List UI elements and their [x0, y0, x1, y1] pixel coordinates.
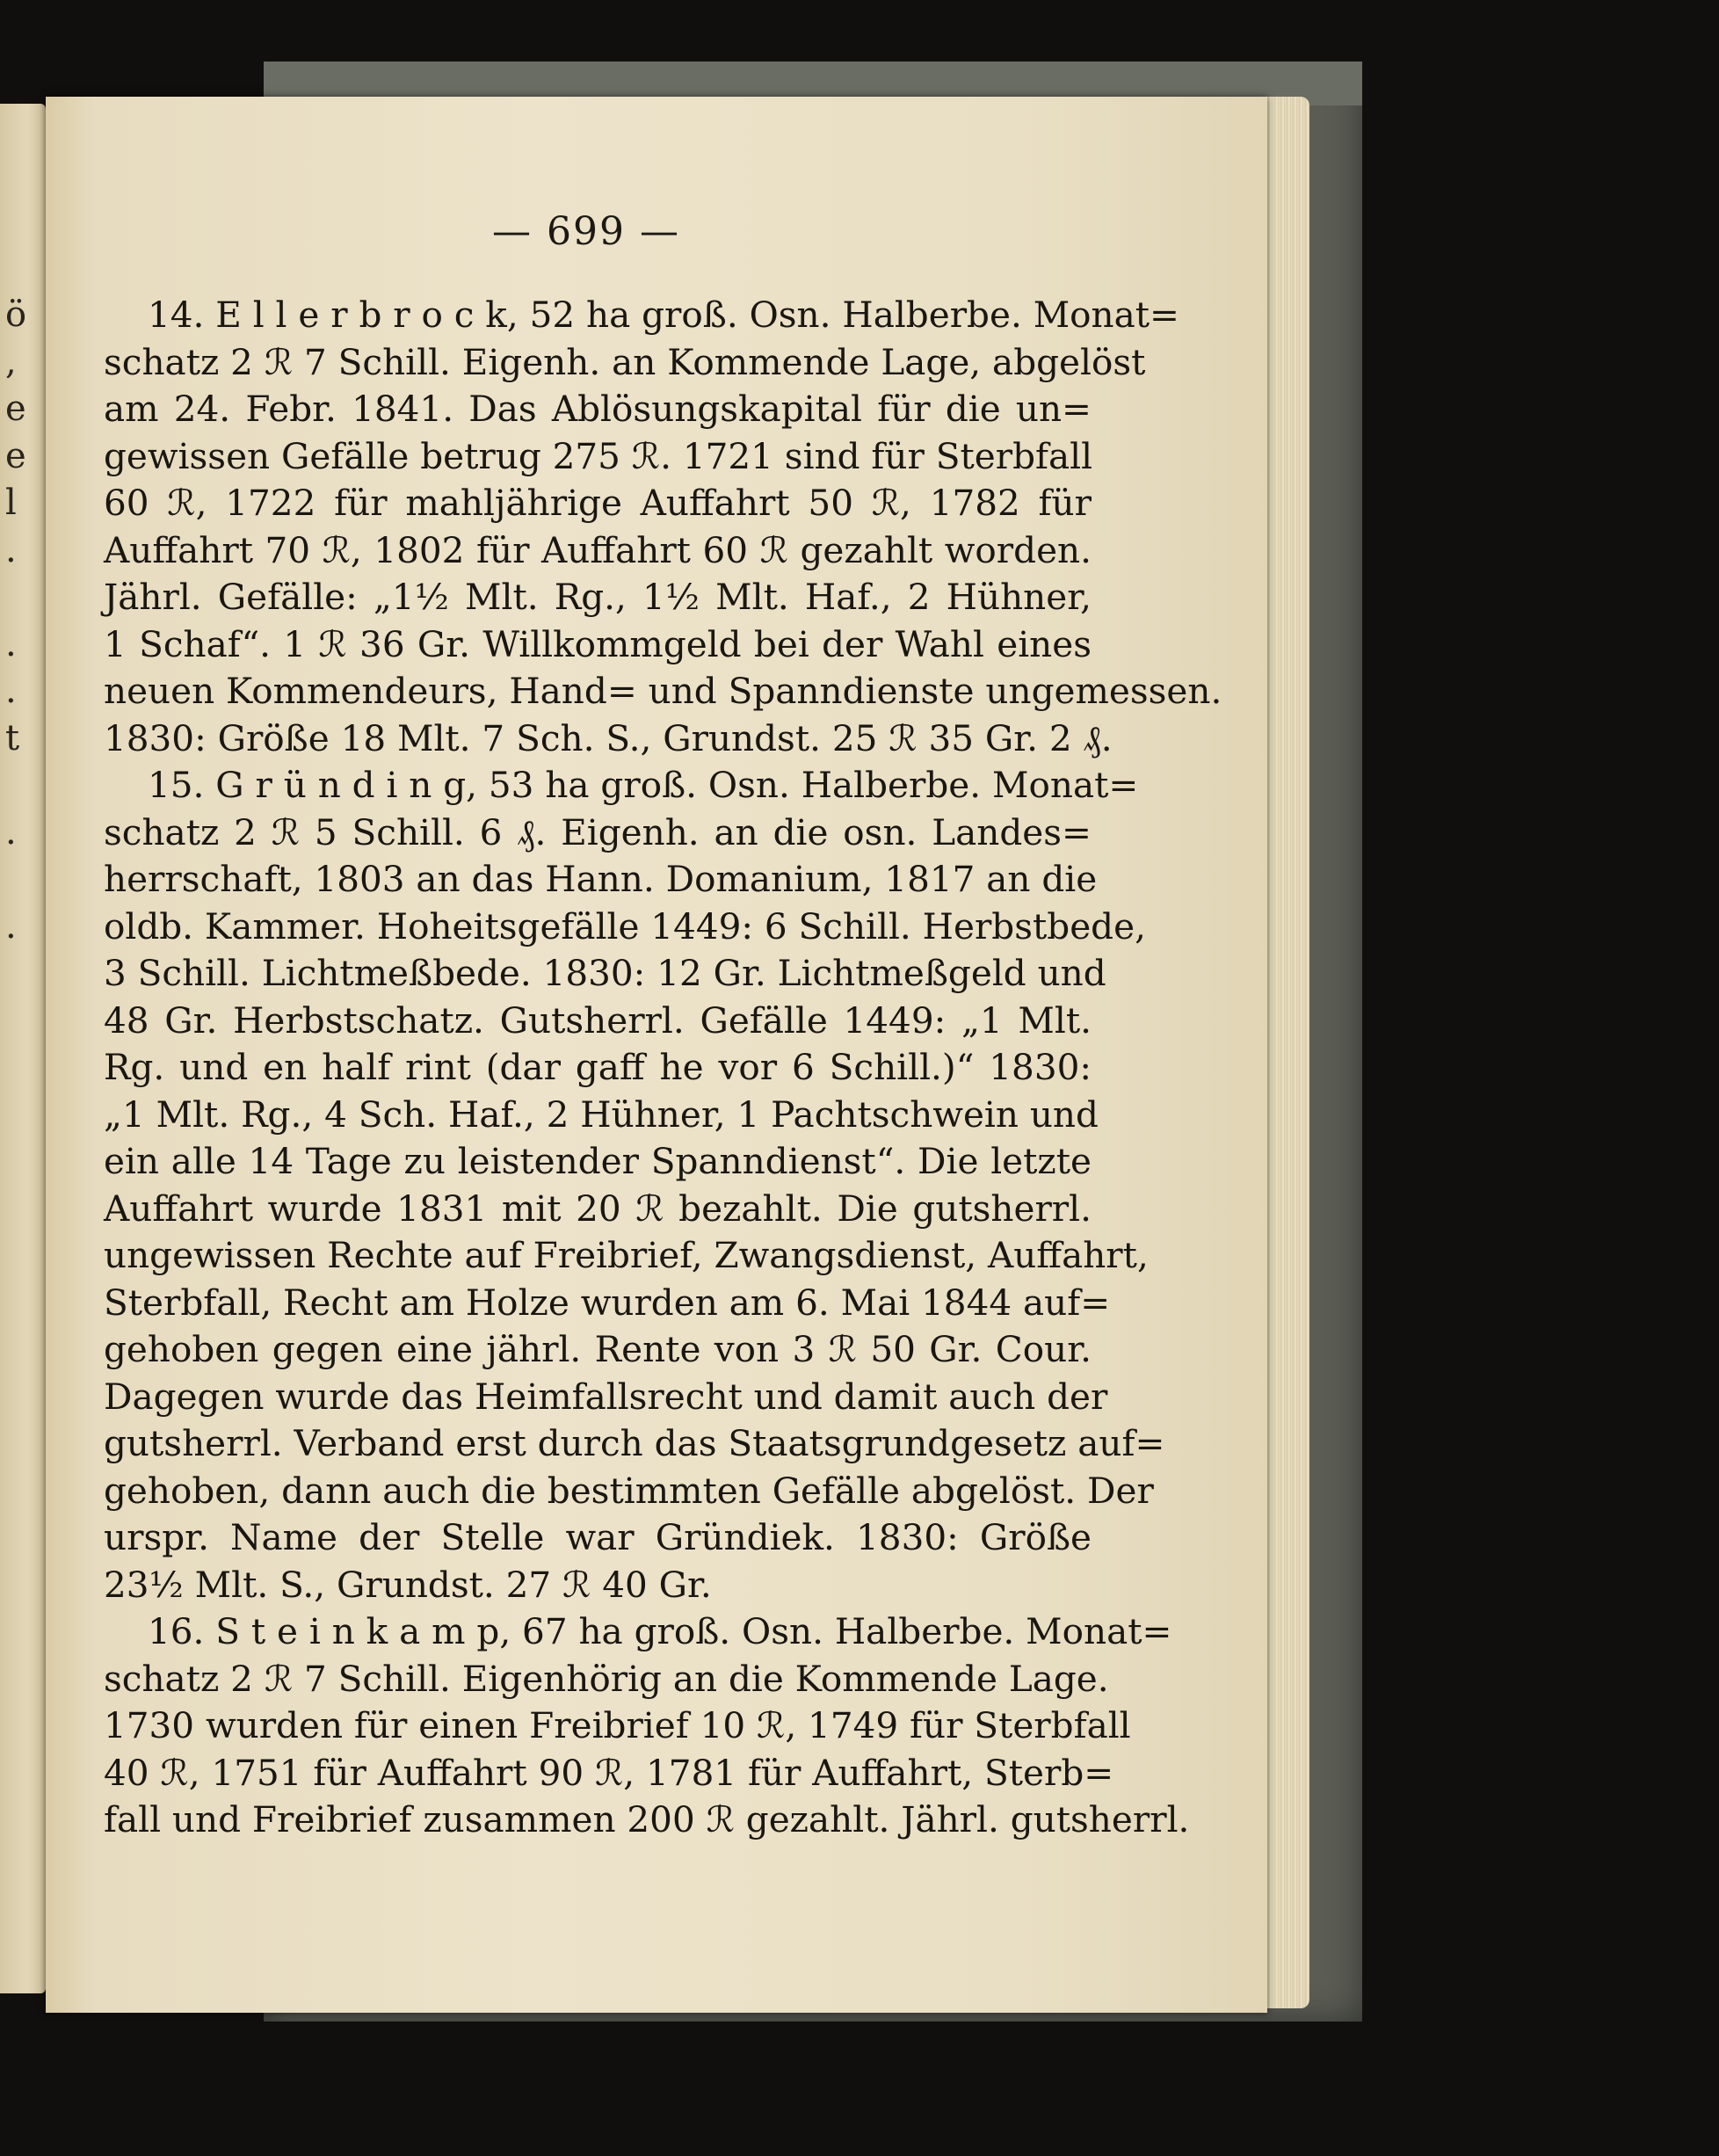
previous-page-glyph: .: [5, 529, 17, 570]
text-line: 48 Gr. Herbstschatz. Gutsherrl. Gefälle 1449: „1 Mlt.: [104, 998, 1092, 1042]
previous-page-glyph: e: [5, 388, 26, 429]
text-line: fall und Freibrief zusammen 200 ℛ gezahlt. Jährl. gutsherrl.: [104, 1798, 1190, 1840]
text-line: 16. S t e i n k a m p, 67 ha groß. Osn. Halberbe. Monat=: [148, 1610, 1172, 1652]
book-page: [46, 97, 1267, 2013]
text-line: oldb. Kammer. Hoheitsgefälle 1449: 6 Schill. Herbstbede,: [104, 904, 1146, 947]
text-line: „1 Mlt. Rg., 4 Sch. Haf., 2 Hühner, 1 Pachtschwein und: [104, 1093, 1099, 1136]
previous-page-glyph: ö: [5, 294, 27, 335]
text-line: Jährl. Gefälle: „1½ Mlt. Rg., 1½ Mlt. Haf., 2 Hühner,: [104, 576, 1092, 618]
text-line: gehoben gegen eine jährl. Rente von 3 ℛ 50 Gr. Cour.: [104, 1328, 1092, 1370]
previous-page-glyph: e: [5, 435, 26, 476]
text-line: schatz 2 ℛ 7 Schill. Eigenhörig an die Kommende Lage.: [104, 1657, 1109, 1700]
text-line: 60 ℛ, 1722 für mahljährige Auffahrt 50 ℛ, 1782 für: [104, 482, 1092, 524]
text-line: ungewissen Rechte auf Freibrief, Zwangsdienst, Auffahrt,: [104, 1234, 1149, 1276]
previous-page-glyph: .: [5, 811, 17, 853]
text-line: 23½ Mlt. S., Grundst. 27 ℛ 40 Gr.: [104, 1563, 712, 1606]
text-line: Auffahrt wurde 1831 mit 20 ℛ bezahlt. Die gutsherrl.: [104, 1187, 1092, 1230]
text-line: gehoben, dann auch die bestimmten Gefälle abgelöst. Der: [104, 1469, 1154, 1512]
text-line: Auffahrt 70 ℛ, 1802 für Auffahrt 60 ℛ gezahlt worden.: [104, 528, 1092, 571]
text-line: 3 Schill. Lichtmeßbede. 1830: 12 Gr. Lichtmeßgeld und: [104, 952, 1106, 994]
previous-page-glyph: .: [5, 905, 17, 947]
text-line: schatz 2 ℛ 7 Schill. Eigenh. an Kommende Lage, abgelöst: [104, 340, 1146, 383]
text-line: 40 ℛ, 1751 für Auffahrt 90 ℛ, 1781 für Auffahrt, Sterb=: [104, 1751, 1114, 1794]
text-line: Sterbfall, Recht am Holze wurden am 6. Mai 1844 auf=: [104, 1281, 1111, 1324]
body-text: [104, 292, 1222, 1844]
text-line: ein alle 14 Tage zu leistender Spanndienst“. Die letzte: [104, 1140, 1092, 1182]
previous-page-fragment: [0, 104, 46, 1993]
previous-page-glyph: l: [5, 483, 17, 523]
previous-page-glyph: t: [5, 717, 20, 759]
text-line: herrschaft, 1803 an das Hann. Domanium, 1817 an die: [104, 858, 1098, 900]
text-line: 1 Schaf“. 1 ℛ 36 Gr. Willkommgeld bei der Wahl eines: [104, 622, 1092, 665]
page-number: — 699 —: [492, 209, 680, 254]
text-line: schatz 2 ℛ 5 Schill. 6 ₰. Eigenh. an die osn. Landes=: [104, 810, 1092, 853]
text-line: neuen Kommendeurs, Hand= und Spanndienste ungemessen.: [104, 670, 1222, 712]
previous-page-glyph: .: [5, 623, 17, 664]
text-line: Rg. und en half rint (dar gaff he vor 6 Schill.)“ 1830:: [104, 1046, 1092, 1088]
text-line: gewissen Gefälle betrug 275 ℛ. 1721 sind für Sterbfall: [104, 434, 1093, 477]
text-line: urspr. Name der Stelle war Gründiek. 1830: Größe: [104, 1516, 1092, 1558]
text-line: am 24. Febr. 1841. Das Ablösungskapital für die un=: [104, 388, 1092, 430]
text-line: 15. G r ü n d i n g, 53 ha groß. Osn. Halberbe. Monat=: [148, 764, 1139, 806]
previous-page-glyph: ,: [5, 341, 17, 382]
text-line: gutsherrl. Verband erst durch das Staatsgrundgesetz auf=: [104, 1422, 1165, 1464]
text-line: 1730 wurden für einen Freibrief 10 ℛ, 1749 für Sterbfall: [104, 1704, 1131, 1746]
previous-page-glyph: .: [5, 671, 17, 711]
text-line: Dagegen wurde das Heimfallsrecht und damit auch der: [104, 1375, 1108, 1418]
text-line: 1830: Größe 18 Mlt. 7 Sch. S., Grundst. 25 ℛ 35 Gr. 2 ₰.: [104, 716, 1113, 759]
text-line: 14. E l l e r b r o c k, 52 ha groß. Osn. Halberbe. Monat=: [148, 294, 1179, 336]
